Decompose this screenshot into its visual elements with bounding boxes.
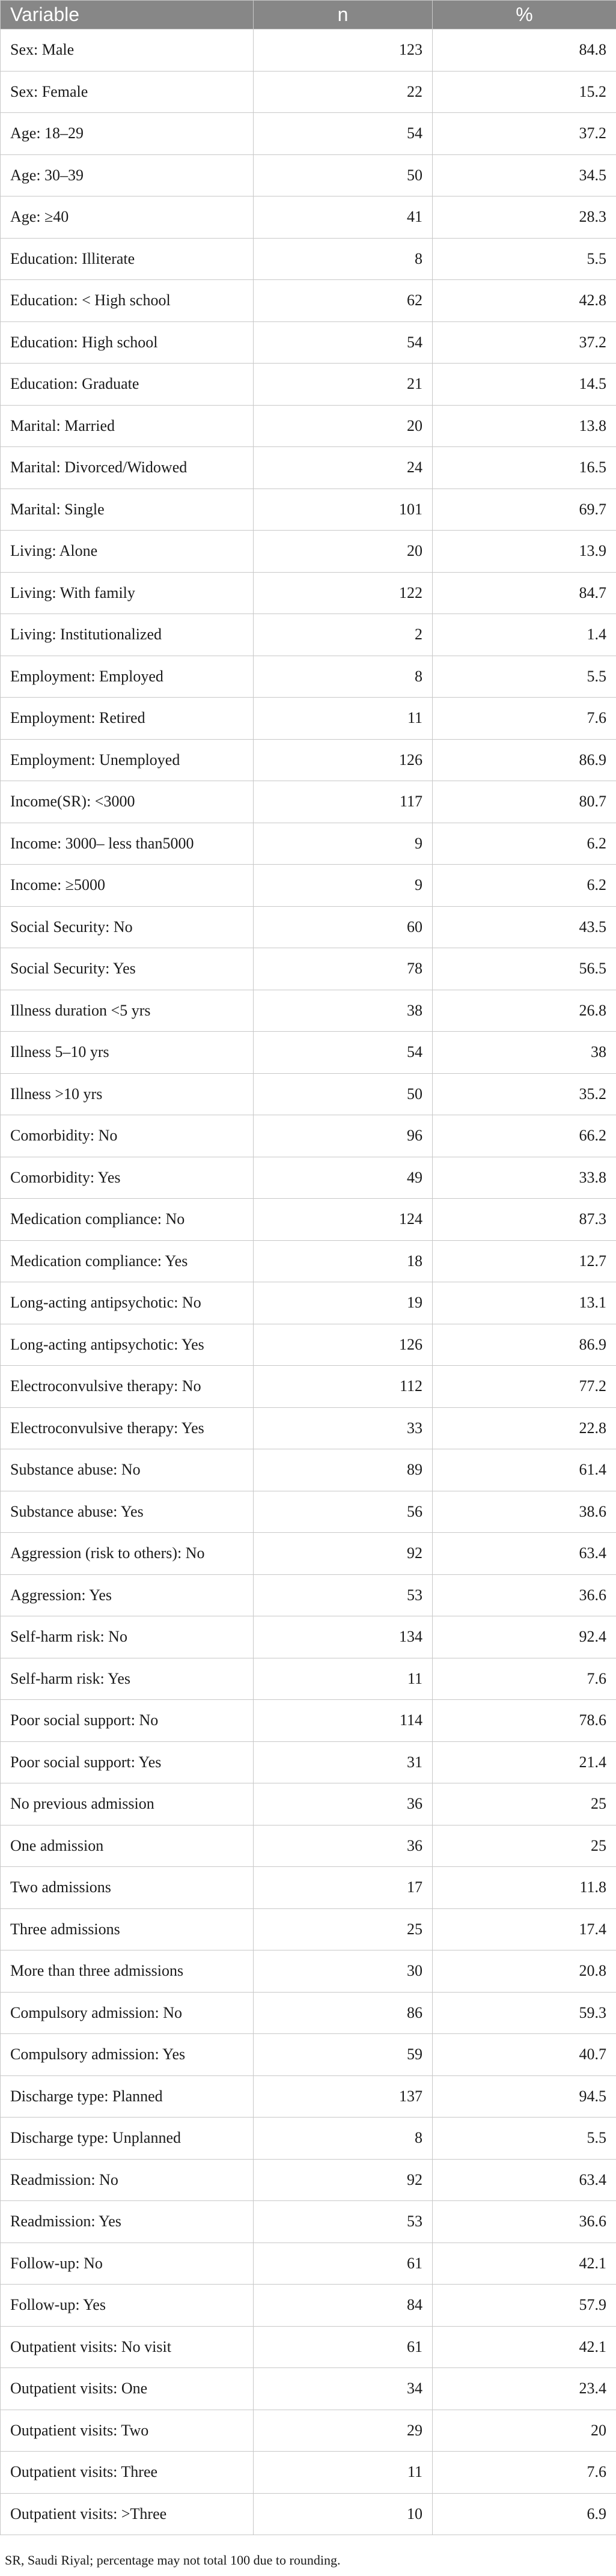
table-row <box>1 2493 616 2535</box>
cell-variable: Income: 3000– less than5000 <box>1 823 254 865</box>
cell-n: 137 <box>254 2075 433 2118</box>
cell-percent: 11.8 <box>433 1867 616 1909</box>
table-row <box>1 2326 616 2368</box>
cell-n: 34 <box>254 2368 433 2410</box>
cell-percent: 16.5 <box>433 447 616 489</box>
cell-variable: Aggression: Yes <box>1 1574 254 1616</box>
cell-percent: 35.2 <box>433 1073 616 1115</box>
cell-variable: Sex: Female <box>1 71 254 113</box>
table-row <box>1 948 616 990</box>
table-row <box>1 865 616 907</box>
cell-n: 8 <box>254 238 433 280</box>
cell-variable: Outpatient visits: One <box>1 2368 254 2410</box>
cell-n: 38 <box>254 990 433 1032</box>
table-row <box>1 1783 616 1825</box>
cell-percent: 17.4 <box>433 1908 616 1950</box>
cell-percent: 78.6 <box>433 1700 616 1742</box>
cell-percent: 7.6 <box>433 698 616 740</box>
cell-percent: 77.2 <box>433 1366 616 1408</box>
table-row <box>1 1950 616 1993</box>
table-row <box>1 531 616 573</box>
cell-variable: Income(SR): <3000 <box>1 781 254 823</box>
cell-n: 101 <box>254 489 433 531</box>
cell-percent: 42.1 <box>433 2243 616 2285</box>
table-row <box>1 614 616 656</box>
cell-n: 117 <box>254 781 433 823</box>
table-row <box>1 1449 616 1491</box>
table-row <box>1 2368 616 2410</box>
cell-n: 61 <box>254 2243 433 2285</box>
table-row <box>1 1574 616 1616</box>
cell-variable: Outpatient visits: Three <box>1 2452 254 2494</box>
cell-variable: Marital: Married <box>1 405 254 447</box>
cell-n: 59 <box>254 2034 433 2076</box>
table-row <box>1 572 616 614</box>
cell-percent: 5.5 <box>433 656 616 698</box>
table-row <box>1 2075 616 2118</box>
cell-variable: Employment: Retired <box>1 698 254 740</box>
table-row <box>1 1032 616 1074</box>
cell-n: 41 <box>254 196 433 239</box>
cell-n: 124 <box>254 1199 433 1241</box>
cell-variable: Illness >10 yrs <box>1 1073 254 1115</box>
cell-variable: Outpatient visits: >Three <box>1 2493 254 2535</box>
cell-variable: Illness 5–10 yrs <box>1 1032 254 1074</box>
cell-n: 21 <box>254 364 433 406</box>
cell-percent: 61.4 <box>433 1449 616 1491</box>
cell-percent: 21.4 <box>433 1741 616 1783</box>
cell-n: 84 <box>254 2285 433 2327</box>
cell-percent: 84.8 <box>433 29 616 72</box>
cell-n: 2 <box>254 614 433 656</box>
column-header-variable: Variable <box>1 1 254 29</box>
cell-percent: 63.4 <box>433 1533 616 1575</box>
cell-percent: 66.2 <box>433 1115 616 1157</box>
cell-percent: 33.8 <box>433 1157 616 1199</box>
cell-variable: Education: Graduate <box>1 364 254 406</box>
table-row <box>1 823 616 865</box>
table-row <box>1 2452 616 2494</box>
table-row <box>1 1366 616 1408</box>
cell-n: 18 <box>254 1240 433 1282</box>
table-row <box>1 2285 616 2327</box>
cell-n: 8 <box>254 656 433 698</box>
cell-variable: Comorbidity: No <box>1 1115 254 1157</box>
cell-percent: 43.5 <box>433 906 616 948</box>
cell-n: 11 <box>254 698 433 740</box>
table-row <box>1 1908 616 1950</box>
table-row <box>1 1115 616 1157</box>
cell-variable: Marital: Single <box>1 489 254 531</box>
cell-variable: Readmission: No <box>1 2159 254 2201</box>
table-row <box>1 1533 616 1575</box>
cell-variable: Education: < High school <box>1 280 254 322</box>
table-row <box>1 280 616 322</box>
cell-n: 9 <box>254 865 433 907</box>
cell-n: 29 <box>254 2410 433 2452</box>
cell-n: 53 <box>254 1574 433 1616</box>
cell-variable: Education: High school <box>1 321 254 364</box>
cell-percent: 84.7 <box>433 572 616 614</box>
table-row <box>1 1867 616 1909</box>
cell-n: 54 <box>254 113 433 155</box>
cell-percent: 22.8 <box>433 1407 616 1449</box>
table-row <box>1 29 616 72</box>
table-row <box>1 71 616 113</box>
cell-n: 54 <box>254 1032 433 1074</box>
cell-percent: 87.3 <box>433 1199 616 1241</box>
cell-n: 78 <box>254 948 433 990</box>
table-row <box>1 2410 616 2452</box>
cell-variable: Poor social support: No <box>1 1700 254 1742</box>
cell-variable: Readmission: Yes <box>1 2201 254 2243</box>
cell-n: 19 <box>254 1282 433 1324</box>
cell-percent: 63.4 <box>433 2159 616 2201</box>
cell-variable: Discharge type: Planned <box>1 2075 254 2118</box>
cell-variable: Employment: Employed <box>1 656 254 698</box>
table-row <box>1 698 616 740</box>
cell-n: 30 <box>254 1950 433 1993</box>
header-row <box>1 1 616 29</box>
cell-percent: 20.8 <box>433 1950 616 1993</box>
cell-n: 25 <box>254 1908 433 1950</box>
table-footnote: SR, Saudi Riyal; percentage may not total 100 due to rounding. <box>5 2553 341 2568</box>
cell-percent: 1.4 <box>433 614 616 656</box>
cell-variable: Electroconvulsive therapy: No <box>1 1366 254 1408</box>
cell-variable: Electroconvulsive therapy: Yes <box>1 1407 254 1449</box>
cell-variable: Self-harm risk: No <box>1 1616 254 1658</box>
cell-n: 134 <box>254 1616 433 1658</box>
table-row <box>1 1491 616 1533</box>
table-body <box>1 29 616 2535</box>
cell-variable: More than three admissions <box>1 1950 254 1993</box>
cell-variable: Aggression (risk to others): No <box>1 1533 254 1575</box>
table-row <box>1 656 616 698</box>
cell-variable: Age: 18–29 <box>1 113 254 155</box>
cell-n: 11 <box>254 1658 433 1700</box>
cell-percent: 26.8 <box>433 990 616 1032</box>
cell-variable: Substance abuse: Yes <box>1 1491 254 1533</box>
cell-variable: Living: Alone <box>1 531 254 573</box>
cell-percent: 13.8 <box>433 405 616 447</box>
cell-n: 61 <box>254 2326 433 2368</box>
cell-n: 96 <box>254 1115 433 1157</box>
table-row <box>1 447 616 489</box>
cell-percent: 28.3 <box>433 196 616 239</box>
cell-variable: Social Security: No <box>1 906 254 948</box>
cell-n: 92 <box>254 1533 433 1575</box>
cell-n: 62 <box>254 280 433 322</box>
cell-variable: Living: With family <box>1 572 254 614</box>
cell-n: 123 <box>254 29 433 72</box>
cell-variable: Age: 30–39 <box>1 154 254 196</box>
cell-percent: 13.1 <box>433 1282 616 1324</box>
table-row <box>1 2201 616 2243</box>
table-row <box>1 1324 616 1366</box>
cell-n: 20 <box>254 405 433 447</box>
cell-n: 17 <box>254 1867 433 1909</box>
cell-percent: 13.9 <box>433 531 616 573</box>
cell-percent: 38 <box>433 1032 616 1074</box>
cell-percent: 5.5 <box>433 2118 616 2160</box>
table-row <box>1 906 616 948</box>
cell-n: 92 <box>254 2159 433 2201</box>
cell-percent: 25 <box>433 1825 616 1867</box>
table-row <box>1 1157 616 1199</box>
cell-percent: 6.2 <box>433 865 616 907</box>
table-row <box>1 1407 616 1449</box>
cell-n: 114 <box>254 1700 433 1742</box>
cell-variable: No previous admission <box>1 1783 254 1825</box>
cell-variable: Age: ≥40 <box>1 196 254 239</box>
cell-variable: Living: Institutionalized <box>1 614 254 656</box>
column-header-n: n <box>254 1 433 29</box>
cell-variable: Sex: Male <box>1 29 254 72</box>
cell-variable: Illness duration <5 yrs <box>1 990 254 1032</box>
table-row <box>1 154 616 196</box>
table-row <box>1 405 616 447</box>
cell-n: 54 <box>254 321 433 364</box>
cell-variable: Compulsory admission: No <box>1 1992 254 2034</box>
cell-n: 33 <box>254 1407 433 1449</box>
table-row <box>1 781 616 823</box>
table-row <box>1 489 616 531</box>
cell-percent: 5.5 <box>433 238 616 280</box>
cell-n: 126 <box>254 739 433 781</box>
cell-n: 86 <box>254 1992 433 2034</box>
cell-n: 10 <box>254 2493 433 2535</box>
cell-percent: 6.2 <box>433 823 616 865</box>
cell-variable: Substance abuse: No <box>1 1449 254 1491</box>
table-row <box>1 1616 616 1658</box>
cell-variable: Medication compliance: No <box>1 1199 254 1241</box>
table-row <box>1 1825 616 1867</box>
cell-percent: 36.6 <box>433 1574 616 1616</box>
cell-percent: 7.6 <box>433 1658 616 1700</box>
cell-percent: 25 <box>433 1783 616 1825</box>
cell-percent: 12.7 <box>433 1240 616 1282</box>
cell-percent: 42.1 <box>433 2326 616 2368</box>
cell-variable: Medication compliance: Yes <box>1 1240 254 1282</box>
cell-percent: 14.5 <box>433 364 616 406</box>
cell-percent: 80.7 <box>433 781 616 823</box>
table-row <box>1 2034 616 2076</box>
table-row <box>1 364 616 406</box>
table-row <box>1 1700 616 1742</box>
table-row <box>1 1240 616 1282</box>
cell-percent: 57.9 <box>433 2285 616 2327</box>
cell-percent: 40.7 <box>433 2034 616 2076</box>
cell-percent: 7.6 <box>433 2452 616 2494</box>
cell-n: 20 <box>254 531 433 573</box>
table-row <box>1 238 616 280</box>
cell-percent: 15.2 <box>433 71 616 113</box>
cell-variable: Three admissions <box>1 1908 254 1950</box>
column-header-percent: % <box>433 1 616 29</box>
cell-variable: Employment: Unemployed <box>1 739 254 781</box>
cell-percent: 94.5 <box>433 2075 616 2118</box>
cell-variable: Income: ≥5000 <box>1 865 254 907</box>
cell-n: 112 <box>254 1366 433 1408</box>
cell-percent: 37.2 <box>433 321 616 364</box>
cell-n: 50 <box>254 154 433 196</box>
cell-percent: 86.9 <box>433 739 616 781</box>
cell-percent: 69.7 <box>433 489 616 531</box>
cell-variable: Long-acting antipsychotic: No <box>1 1282 254 1324</box>
cell-variable: Follow-up: Yes <box>1 2285 254 2327</box>
cell-variable: Outpatient visits: Two <box>1 2410 254 2452</box>
table-row <box>1 1199 616 1241</box>
cell-variable: Compulsory admission: Yes <box>1 2034 254 2076</box>
cell-percent: 34.5 <box>433 154 616 196</box>
table-row <box>1 2159 616 2201</box>
cell-percent: 59.3 <box>433 1992 616 2034</box>
cell-percent: 36.6 <box>433 2201 616 2243</box>
table-header <box>1 1 616 29</box>
cell-variable: Long-acting antipsychotic: Yes <box>1 1324 254 1366</box>
table-row <box>1 321 616 364</box>
cell-variable: Discharge type: Unplanned <box>1 2118 254 2160</box>
cell-variable: Poor social support: Yes <box>1 1741 254 1783</box>
cell-percent: 86.9 <box>433 1324 616 1366</box>
cell-percent: 20 <box>433 2410 616 2452</box>
cell-n: 24 <box>254 447 433 489</box>
cell-variable: One admission <box>1 1825 254 1867</box>
cell-n: 89 <box>254 1449 433 1491</box>
table-row <box>1 990 616 1032</box>
table-row <box>1 2243 616 2285</box>
cell-percent: 37.2 <box>433 113 616 155</box>
table-row <box>1 1992 616 2034</box>
cell-percent: 6.9 <box>433 2493 616 2535</box>
cell-variable: Social Security: Yes <box>1 948 254 990</box>
cell-variable: Two admissions <box>1 1867 254 1909</box>
cell-percent: 92.4 <box>433 1616 616 1658</box>
cell-n: 126 <box>254 1324 433 1366</box>
cell-n: 31 <box>254 1741 433 1783</box>
cell-variable: Comorbidity: Yes <box>1 1157 254 1199</box>
cell-n: 50 <box>254 1073 433 1115</box>
cell-variable: Outpatient visits: No visit <box>1 2326 254 2368</box>
table-row <box>1 2118 616 2160</box>
table-row <box>1 1658 616 1700</box>
cell-n: 36 <box>254 1825 433 1867</box>
table-row <box>1 113 616 155</box>
cell-n: 8 <box>254 2118 433 2160</box>
table-row <box>1 1741 616 1783</box>
cell-n: 49 <box>254 1157 433 1199</box>
cell-percent: 42.8 <box>433 280 616 322</box>
cell-n: 122 <box>254 572 433 614</box>
table-row <box>1 1282 616 1324</box>
cell-n: 53 <box>254 2201 433 2243</box>
cell-variable: Marital: Divorced/Widowed <box>1 447 254 489</box>
table-row <box>1 739 616 781</box>
cell-n: 60 <box>254 906 433 948</box>
table-row <box>1 1073 616 1115</box>
cell-n: 9 <box>254 823 433 865</box>
cell-n: 22 <box>254 71 433 113</box>
cell-variable: Follow-up: No <box>1 2243 254 2285</box>
cell-percent: 38.6 <box>433 1491 616 1533</box>
cell-variable: Education: Illiterate <box>1 238 254 280</box>
table-row <box>1 196 616 239</box>
cell-percent: 56.5 <box>433 948 616 990</box>
cell-percent: 23.4 <box>433 2368 616 2410</box>
cell-n: 11 <box>254 2452 433 2494</box>
cell-variable: Self-harm risk: Yes <box>1 1658 254 1700</box>
cell-n: 56 <box>254 1491 433 1533</box>
cell-n: 36 <box>254 1783 433 1825</box>
